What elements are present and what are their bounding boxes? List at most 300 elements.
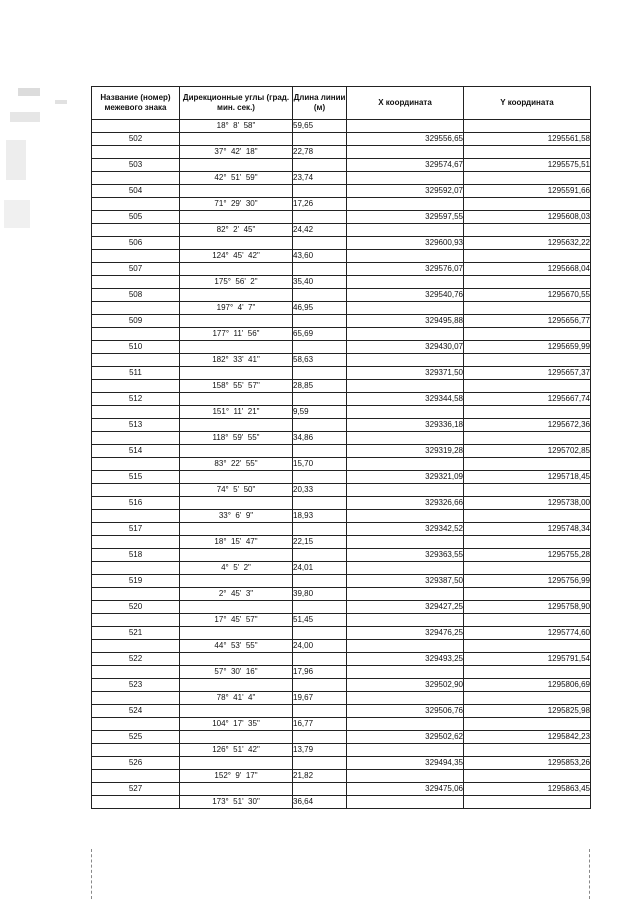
direction-angle-cell: 44° 53' 55" xyxy=(180,640,293,653)
line-length-cell: 34,86 xyxy=(293,432,347,445)
mark-name-cell: 502 xyxy=(92,133,180,146)
mark-name-cell: 525 xyxy=(92,731,180,744)
direction-angle-cell xyxy=(180,185,293,198)
direction-angle-cell: 175° 56' 2" xyxy=(180,276,293,289)
line-length-cell xyxy=(293,601,347,614)
direction-angle-cell xyxy=(180,575,293,588)
mark-name-cell: 503 xyxy=(92,159,180,172)
line-length-cell: 23,74 xyxy=(293,172,347,185)
y-coordinate-cell: 1295575,51 xyxy=(464,159,591,172)
direction-angle-cell: 104° 17' 35" xyxy=(180,718,293,731)
x-coordinate-cell xyxy=(347,510,464,523)
direction-angle-cell: 33° 6' 9" xyxy=(180,510,293,523)
direction-angle-cell xyxy=(180,471,293,484)
point-row xyxy=(92,159,591,172)
x-coordinate-cell: 329600,93 xyxy=(347,237,464,250)
x-coordinate-cell xyxy=(347,276,464,289)
segment-row xyxy=(92,250,591,263)
x-coordinate-cell: 329574,67 xyxy=(347,159,464,172)
segment-row xyxy=(92,692,591,705)
x-coordinate-cell xyxy=(347,328,464,341)
y-coordinate-cell: 1295718,45 xyxy=(464,471,591,484)
y-coordinate-cell xyxy=(464,562,591,575)
mark-name-cell xyxy=(92,120,180,133)
y-coordinate-cell xyxy=(464,406,591,419)
mark-name-cell xyxy=(92,354,180,367)
direction-angle-cell xyxy=(180,653,293,666)
y-coordinate-cell: 1295853,26 xyxy=(464,757,591,770)
line-length-cell xyxy=(293,471,347,484)
point-row xyxy=(92,211,591,224)
y-coordinate-cell xyxy=(464,120,591,133)
x-coordinate-cell: 329540,76 xyxy=(347,289,464,302)
y-coordinate-cell xyxy=(464,614,591,627)
point-row xyxy=(92,367,591,380)
x-coordinate-cell: 329502,62 xyxy=(347,731,464,744)
table-tail-line xyxy=(91,849,92,899)
line-length-cell: 15,70 xyxy=(293,458,347,471)
direction-angle-cell xyxy=(180,341,293,354)
boundary-marks-table xyxy=(91,86,591,809)
y-coordinate-cell: 1295561,58 xyxy=(464,133,591,146)
line-length-cell xyxy=(293,185,347,198)
direction-angle-cell xyxy=(180,211,293,224)
direction-angle-cell: 151° 11' 21" xyxy=(180,406,293,419)
header-line-length: Длина линии (м) xyxy=(293,87,347,120)
y-coordinate-cell xyxy=(464,328,591,341)
mark-name-cell xyxy=(92,484,180,497)
header-x-coordinate: X координата xyxy=(347,87,464,120)
mark-name-cell xyxy=(92,744,180,757)
direction-angle-cell: 78° 41' 4" xyxy=(180,692,293,705)
line-length-cell xyxy=(293,393,347,406)
x-coordinate-cell: 329494,35 xyxy=(347,757,464,770)
x-coordinate-cell: 329427,25 xyxy=(347,601,464,614)
point-row xyxy=(92,783,591,796)
x-coordinate-cell xyxy=(347,666,464,679)
x-coordinate-cell xyxy=(347,198,464,211)
y-coordinate-cell: 1295656,77 xyxy=(464,315,591,328)
mark-name-cell: 511 xyxy=(92,367,180,380)
x-coordinate-cell xyxy=(347,120,464,133)
direction-angle-cell: 42° 51' 59" xyxy=(180,172,293,185)
y-coordinate-cell xyxy=(464,146,591,159)
x-coordinate-cell: 329506,76 xyxy=(347,705,464,718)
x-coordinate-cell: 329321,09 xyxy=(347,471,464,484)
segment-row xyxy=(92,406,591,419)
y-coordinate-cell: 1295756,99 xyxy=(464,575,591,588)
line-length-cell xyxy=(293,367,347,380)
segment-row xyxy=(92,640,591,653)
y-coordinate-cell: 1295608,03 xyxy=(464,211,591,224)
line-length-cell: 24,01 xyxy=(293,562,347,575)
direction-angle-cell xyxy=(180,497,293,510)
point-row xyxy=(92,523,591,536)
segment-row xyxy=(92,796,591,809)
x-coordinate-cell: 329430,07 xyxy=(347,341,464,354)
segment-row xyxy=(92,302,591,315)
mark-name-cell xyxy=(92,276,180,289)
mark-name-cell: 510 xyxy=(92,341,180,354)
x-coordinate-cell xyxy=(347,146,464,159)
line-length-cell: 21,82 xyxy=(293,770,347,783)
direction-angle-cell xyxy=(180,627,293,640)
direction-angle-cell xyxy=(180,601,293,614)
direction-angle-cell xyxy=(180,315,293,328)
y-coordinate-cell: 1295791,54 xyxy=(464,653,591,666)
segment-row xyxy=(92,432,591,445)
x-coordinate-cell xyxy=(347,588,464,601)
line-length-cell xyxy=(293,289,347,302)
mark-name-cell xyxy=(92,432,180,445)
mark-name-cell: 512 xyxy=(92,393,180,406)
direction-angle-cell: 74° 5' 50" xyxy=(180,484,293,497)
y-coordinate-cell: 1295755,28 xyxy=(464,549,591,562)
line-length-cell xyxy=(293,211,347,224)
line-length-cell: 13,79 xyxy=(293,744,347,757)
mark-name-cell: 508 xyxy=(92,289,180,302)
y-coordinate-cell: 1295591,66 xyxy=(464,185,591,198)
segment-row xyxy=(92,744,591,757)
direction-angle-cell xyxy=(180,393,293,406)
line-length-cell xyxy=(293,575,347,588)
line-length-cell xyxy=(293,783,347,796)
y-coordinate-cell xyxy=(464,588,591,601)
direction-angle-cell xyxy=(180,783,293,796)
y-coordinate-cell: 1295863,45 xyxy=(464,783,591,796)
x-coordinate-cell xyxy=(347,484,464,497)
y-coordinate-cell: 1295825,98 xyxy=(464,705,591,718)
line-length-cell: 58,63 xyxy=(293,354,347,367)
mark-name-cell xyxy=(92,380,180,393)
line-length-cell: 22,78 xyxy=(293,146,347,159)
x-coordinate-cell xyxy=(347,406,464,419)
table-body xyxy=(92,120,591,809)
mark-name-cell xyxy=(92,146,180,159)
direction-angle-cell: 126° 51' 42" xyxy=(180,744,293,757)
segment-row xyxy=(92,666,591,679)
direction-angle-cell xyxy=(180,289,293,302)
line-length-cell xyxy=(293,549,347,562)
direction-angle-cell xyxy=(180,549,293,562)
y-coordinate-cell xyxy=(464,224,591,237)
y-coordinate-cell: 1295672,36 xyxy=(464,419,591,432)
mark-name-cell: 517 xyxy=(92,523,180,536)
y-coordinate-cell xyxy=(464,484,591,497)
x-coordinate-cell: 329371,50 xyxy=(347,367,464,380)
header-mark-name: Название (номер) межевого знака xyxy=(92,87,180,120)
direction-angle-cell xyxy=(180,133,293,146)
x-coordinate-cell xyxy=(347,172,464,185)
y-coordinate-cell xyxy=(464,692,591,705)
segment-row xyxy=(92,224,591,237)
line-length-cell xyxy=(293,237,347,250)
y-coordinate-cell xyxy=(464,744,591,757)
line-length-cell xyxy=(293,419,347,432)
segment-row xyxy=(92,354,591,367)
point-row xyxy=(92,393,591,406)
x-coordinate-cell xyxy=(347,744,464,757)
direction-angle-cell: 177° 11' 56" xyxy=(180,328,293,341)
direction-angle-cell: 18° 15' 47" xyxy=(180,536,293,549)
table-tail-line xyxy=(589,849,590,899)
point-row xyxy=(92,471,591,484)
segment-row xyxy=(92,380,591,393)
mark-name-cell xyxy=(92,328,180,341)
line-length-cell: 24,42 xyxy=(293,224,347,237)
point-row xyxy=(92,445,591,458)
x-coordinate-cell: 329342,52 xyxy=(347,523,464,536)
mark-name-cell xyxy=(92,510,180,523)
line-length-cell: 43,60 xyxy=(293,250,347,263)
direction-angle-cell: 158° 55' 57" xyxy=(180,380,293,393)
x-coordinate-cell: 329502,90 xyxy=(347,679,464,692)
line-length-cell: 19,67 xyxy=(293,692,347,705)
line-length-cell: 24,00 xyxy=(293,640,347,653)
x-coordinate-cell: 329592,07 xyxy=(347,185,464,198)
y-coordinate-cell xyxy=(464,250,591,263)
y-coordinate-cell xyxy=(464,640,591,653)
line-length-cell: 51,45 xyxy=(293,614,347,627)
point-row xyxy=(92,757,591,770)
y-coordinate-cell xyxy=(464,380,591,393)
direction-angle-cell: 152° 9' 17" xyxy=(180,770,293,783)
x-coordinate-cell: 329475,06 xyxy=(347,783,464,796)
segment-row xyxy=(92,458,591,471)
segment-row xyxy=(92,562,591,575)
mark-name-cell: 524 xyxy=(92,705,180,718)
y-coordinate-cell xyxy=(464,510,591,523)
segment-row xyxy=(92,510,591,523)
line-length-cell: 39,80 xyxy=(293,588,347,601)
x-coordinate-cell: 329336,18 xyxy=(347,419,464,432)
mark-name-cell xyxy=(92,666,180,679)
header-y-coordinate: Y координата xyxy=(464,87,591,120)
x-coordinate-cell xyxy=(347,614,464,627)
point-row xyxy=(92,185,591,198)
y-coordinate-cell xyxy=(464,198,591,211)
segment-row xyxy=(92,198,591,211)
direction-angle-cell: 71° 29' 30" xyxy=(180,198,293,211)
x-coordinate-cell: 329319,28 xyxy=(347,445,464,458)
line-length-cell: 28,85 xyxy=(293,380,347,393)
x-coordinate-cell: 329597,55 xyxy=(347,211,464,224)
point-row xyxy=(92,419,591,432)
mark-name-cell: 514 xyxy=(92,445,180,458)
mark-name-cell xyxy=(92,614,180,627)
x-coordinate-cell xyxy=(347,432,464,445)
segment-row xyxy=(92,146,591,159)
point-row xyxy=(92,627,591,640)
mark-name-cell xyxy=(92,640,180,653)
line-length-cell xyxy=(293,315,347,328)
x-coordinate-cell: 329493,25 xyxy=(347,653,464,666)
line-length-cell xyxy=(293,627,347,640)
line-length-cell: 16,77 xyxy=(293,718,347,731)
mark-name-cell: 519 xyxy=(92,575,180,588)
segment-row xyxy=(92,328,591,341)
mark-name-cell: 513 xyxy=(92,419,180,432)
point-row xyxy=(92,601,591,614)
point-row xyxy=(92,679,591,692)
mark-name-cell: 507 xyxy=(92,263,180,276)
segment-row xyxy=(92,172,591,185)
line-length-cell: 9,59 xyxy=(293,406,347,419)
point-row xyxy=(92,237,591,250)
point-row xyxy=(92,289,591,302)
x-coordinate-cell xyxy=(347,302,464,315)
direction-angle-cell: 2° 45' 3" xyxy=(180,588,293,601)
direction-angle-cell: 57° 30' 16" xyxy=(180,666,293,679)
x-coordinate-cell xyxy=(347,536,464,549)
line-length-cell: 65,69 xyxy=(293,328,347,341)
mark-name-cell: 505 xyxy=(92,211,180,224)
direction-angle-cell: 4° 5' 2" xyxy=(180,562,293,575)
segment-row xyxy=(92,588,591,601)
mark-name-cell: 520 xyxy=(92,601,180,614)
y-coordinate-cell xyxy=(464,718,591,731)
point-row xyxy=(92,653,591,666)
direction-angle-cell xyxy=(180,159,293,172)
y-coordinate-cell: 1295748,34 xyxy=(464,523,591,536)
segment-row xyxy=(92,718,591,731)
direction-angle-cell: 37° 42' 18" xyxy=(180,146,293,159)
segment-row xyxy=(92,536,591,549)
direction-angle-cell xyxy=(180,419,293,432)
x-coordinate-cell: 329476,25 xyxy=(347,627,464,640)
y-coordinate-cell: 1295702,85 xyxy=(464,445,591,458)
direction-angle-cell: 182° 33' 41" xyxy=(180,354,293,367)
x-coordinate-cell xyxy=(347,796,464,809)
direction-angle-cell: 173° 51' 30" xyxy=(180,796,293,809)
y-coordinate-cell: 1295667,74 xyxy=(464,393,591,406)
x-coordinate-cell xyxy=(347,718,464,731)
segment-row xyxy=(92,120,591,133)
x-coordinate-cell xyxy=(347,640,464,653)
line-length-cell: 18,93 xyxy=(293,510,347,523)
y-coordinate-cell: 1295632,22 xyxy=(464,237,591,250)
direction-angle-cell xyxy=(180,263,293,276)
mark-name-cell xyxy=(92,198,180,211)
line-length-cell: 17,26 xyxy=(293,198,347,211)
y-coordinate-cell xyxy=(464,536,591,549)
line-length-cell: 17,96 xyxy=(293,666,347,679)
mark-name-cell: 506 xyxy=(92,237,180,250)
mark-name-cell: 527 xyxy=(92,783,180,796)
point-row xyxy=(92,731,591,744)
direction-angle-cell xyxy=(180,523,293,536)
mark-name-cell: 516 xyxy=(92,497,180,510)
segment-row xyxy=(92,276,591,289)
mark-name-cell xyxy=(92,302,180,315)
mark-name-cell xyxy=(92,770,180,783)
direction-angle-cell xyxy=(180,731,293,744)
x-coordinate-cell: 329495,88 xyxy=(347,315,464,328)
mark-name-cell xyxy=(92,718,180,731)
direction-angle-cell xyxy=(180,757,293,770)
x-coordinate-cell: 329576,07 xyxy=(347,263,464,276)
line-length-cell xyxy=(293,159,347,172)
x-coordinate-cell: 329556,65 xyxy=(347,133,464,146)
y-coordinate-cell xyxy=(464,770,591,783)
segment-row xyxy=(92,770,591,783)
line-length-cell xyxy=(293,679,347,692)
x-coordinate-cell xyxy=(347,354,464,367)
point-row xyxy=(92,705,591,718)
direction-angle-cell: 17° 45' 57" xyxy=(180,614,293,627)
x-coordinate-cell xyxy=(347,692,464,705)
mark-name-cell xyxy=(92,588,180,601)
x-coordinate-cell xyxy=(347,770,464,783)
mark-name-cell: 522 xyxy=(92,653,180,666)
y-coordinate-cell: 1295659,99 xyxy=(464,341,591,354)
mark-name-cell: 518 xyxy=(92,549,180,562)
y-coordinate-cell: 1295738,00 xyxy=(464,497,591,510)
mark-name-cell: 523 xyxy=(92,679,180,692)
header-direction-angle: Дирекционные углы (град. мин. сек.) xyxy=(180,87,293,120)
table-header-row xyxy=(92,87,591,120)
line-length-cell xyxy=(293,523,347,536)
y-coordinate-cell xyxy=(464,666,591,679)
x-coordinate-cell: 329326,66 xyxy=(347,497,464,510)
segment-row xyxy=(92,614,591,627)
mark-name-cell xyxy=(92,692,180,705)
direction-angle-cell: 197° 4' 7" xyxy=(180,302,293,315)
direction-angle-cell: 82° 2' 45" xyxy=(180,224,293,237)
mark-name-cell: 521 xyxy=(92,627,180,640)
x-coordinate-cell xyxy=(347,224,464,237)
direction-angle-cell: 124° 45' 42" xyxy=(180,250,293,263)
direction-angle-cell xyxy=(180,237,293,250)
line-length-cell xyxy=(293,757,347,770)
mark-name-cell xyxy=(92,796,180,809)
y-coordinate-cell: 1295806,69 xyxy=(464,679,591,692)
line-length-cell: 46,95 xyxy=(293,302,347,315)
y-coordinate-cell: 1295758,90 xyxy=(464,601,591,614)
y-coordinate-cell: 1295657,37 xyxy=(464,367,591,380)
y-coordinate-cell xyxy=(464,172,591,185)
mark-name-cell: 526 xyxy=(92,757,180,770)
point-row xyxy=(92,263,591,276)
mark-name-cell: 515 xyxy=(92,471,180,484)
mark-name-cell xyxy=(92,250,180,263)
line-length-cell xyxy=(293,133,347,146)
x-coordinate-cell: 329363,55 xyxy=(347,549,464,562)
x-coordinate-cell xyxy=(347,458,464,471)
line-length-cell: 59,65 xyxy=(293,120,347,133)
mark-name-cell xyxy=(92,536,180,549)
direction-angle-cell xyxy=(180,705,293,718)
y-coordinate-cell xyxy=(464,432,591,445)
point-row xyxy=(92,341,591,354)
mark-name-cell xyxy=(92,458,180,471)
line-length-cell: 22,15 xyxy=(293,536,347,549)
x-coordinate-cell: 329344,58 xyxy=(347,393,464,406)
direction-angle-cell xyxy=(180,367,293,380)
mark-name-cell: 509 xyxy=(92,315,180,328)
direction-angle-cell xyxy=(180,679,293,692)
line-length-cell: 20,33 xyxy=(293,484,347,497)
y-coordinate-cell: 1295842,23 xyxy=(464,731,591,744)
y-coordinate-cell xyxy=(464,276,591,289)
mark-name-cell xyxy=(92,406,180,419)
y-coordinate-cell: 1295668,04 xyxy=(464,263,591,276)
point-row xyxy=(92,575,591,588)
x-coordinate-cell xyxy=(347,250,464,263)
direction-angle-cell: 18° 8' 58" xyxy=(180,120,293,133)
y-coordinate-cell xyxy=(464,354,591,367)
line-length-cell xyxy=(293,653,347,666)
